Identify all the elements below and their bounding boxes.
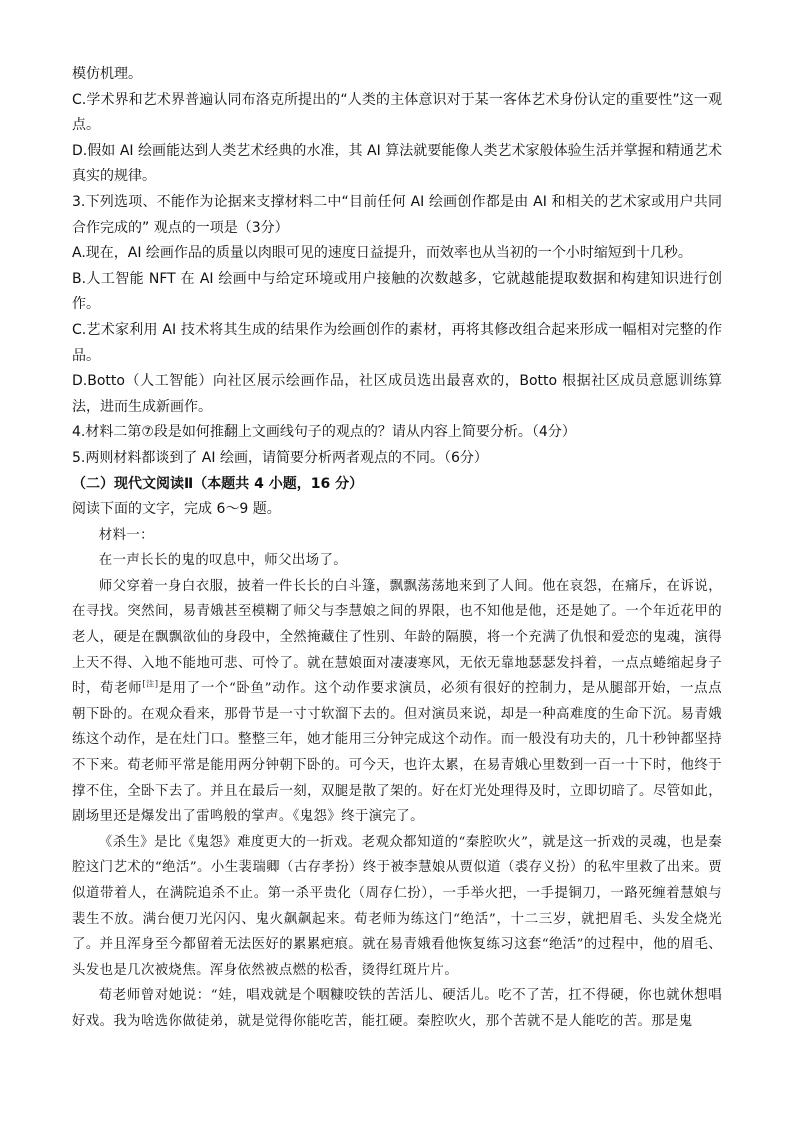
option-3b: B.人工智能 NFT 在 AI 绘画中与给定环境或用户接触的次数越多，它就越能提取数据和构建知识进行创作。 [72,270,722,313]
passage-paragraph-2-part-a: 师父穿着一身白衣服，披着一件长长的白斗篷，飘飘荡荡地来到了人间。他在哀怨，在痛斥，在诉说，在寻找。突然间，易青娥甚至模糊了师父与李慧娘之间的界限，也不知他是他，还是她了。一个年近花甲的老人，硬是在飘飘欲仙的身段中，全然掩藏住了性别、年龄的隔膜，将一个充满了仇恨和爱恋的鬼魂，演得上天不得、入地不能地可悲、可怜了。就在慧娘面对凄凄寒风，无依无靠地瑟瑟发抖着，一点点蜷缩起身子时，荀老师 [72,578,722,697]
option-3d: D.Botto（人工智能）向社区展示绘画作品，社区成员选出最喜欢的，Botto 根据社区成员意愿训练算法，进而生成新画作。 [72,373,722,415]
option-2d: D.假如 AI 绘画能达到人类艺术经典的水准，其 AI 算法就要能像人类艺术家般体验生活并掌握和精通艺术真实的规律。 [72,142,722,185]
passage-paragraph-2-part-b: 是用了一个“卧鱼”动作。这个动作要求演员，必须有很好的控制力，是从腿部开始，一点点朝下卧的。在观众看来，那骨节是一寸寸软溜下去的。但对演员来说，却是一种高难度的生命下沉。易青娥练这个动作，是在灶门口。整整三年，她才能用三分钟完成这个动作。而一般没有功夫的，几十秒钟都坚持不下来。荀老师平常是能用两分钟朝下卧的。可今天，也许太累，在易青娥心里数到一百一十下时，他终于撑不住，全卧下去了。并且在最后一刻，双腿是散了架的。好在灯光处理得及时，立即切暗了。尽管如此，剧场里还是爆发出了雷鸣般的掌声。《鬼怨》终于演完了。 [72,681,722,825]
passage-paragraph-4: 荀老师曾对她说：“娃，唱戏就是个咽糠咬铁的苦活儿、硬活儿。吃不了苦，扛不得硬，你也就休想唱好戏。我为啥选你做徒弟，就是觉得你能吃苦，能扛硬。秦腔吹火，那个苦就不是人能吃的苦。那是鬼 [72,988,722,1029]
question-4: 4.材料二第⑦段是如何推翻上文画线句子的观点的？请从内容上简要分析。（4分） [72,424,576,441]
passage-paragraph-2 [72,574,722,830]
material-label: 材料一： [98,527,154,543]
option-3a: A.现在，AI 绘画作品的质量以肉眼可见的速度日益提升，而效率也从当初的一个小时缩短到十几秒。 [72,245,692,262]
option-3c: C.艺术家利用 AI 技术将其生成的结果作为绘画创作的素材，再将其修改组合起来形成一幅相对完整的作品。 [72,321,722,364]
section-heading: （二）现代文阅读Ⅱ（本题共 4 小题，16 分） [72,475,364,492]
reading-instruction: 阅读下面的文字，完成 6～9 题。 [72,501,281,518]
question-3: 3.下列选项、不能作为论据来支撑材料二中“目前任何 AI 绘画创作都是由 AI 和相关的艺术家或用户共同合作完成的” 观点的一项是（3分） [72,193,722,236]
passage-paragraph-1: 在一声长长的鬼的叹息中，师父出场了。 [98,553,348,569]
question-line-continuation: 模仿机理。 [72,66,142,82]
footnote-marker: [注] [142,679,159,689]
question-5: 5.两则材料都谈到了 AI 绘画，请简要分析两者观点的不同。（6分） [72,449,488,466]
option-2c: C.学术界和艺术界普遍认同布洛克所提出的“人类的主体意识对于某一客体艺术身份认定的重要性”这一观点。 [72,91,722,134]
passage-paragraph-3: 《杀生》是比《鬼怨》难度更大的一折戏。老观众都知道的“秦腔吹火”，就是这一折戏的灵魂，也是秦腔这门艺术的“绝活”。小生裴瑞卿（古存孝扮）终于被李慧娘从贾似道（裘存义扮）的私牢里救了出来。贾似道带着人，在满院追杀不止。第一杀平贵化（周存仁扮），一手举火把，一手提铜刀，一路死缠着慧娘与裴生不放。满台便刀光闪闪、鬼火飙飙起来。荀老师为练这门“绝活”，十二三岁，就把眉毛、头发全烧光了。并且浑身至今都留着无法医好的累累疤痕。就在易青娥看他恢复练习这套“绝活”的过程中，他的眉毛、头发也是几次被烧焦。浑身依然被点燃的松香，烫得红斑片片。 [72,834,722,978]
